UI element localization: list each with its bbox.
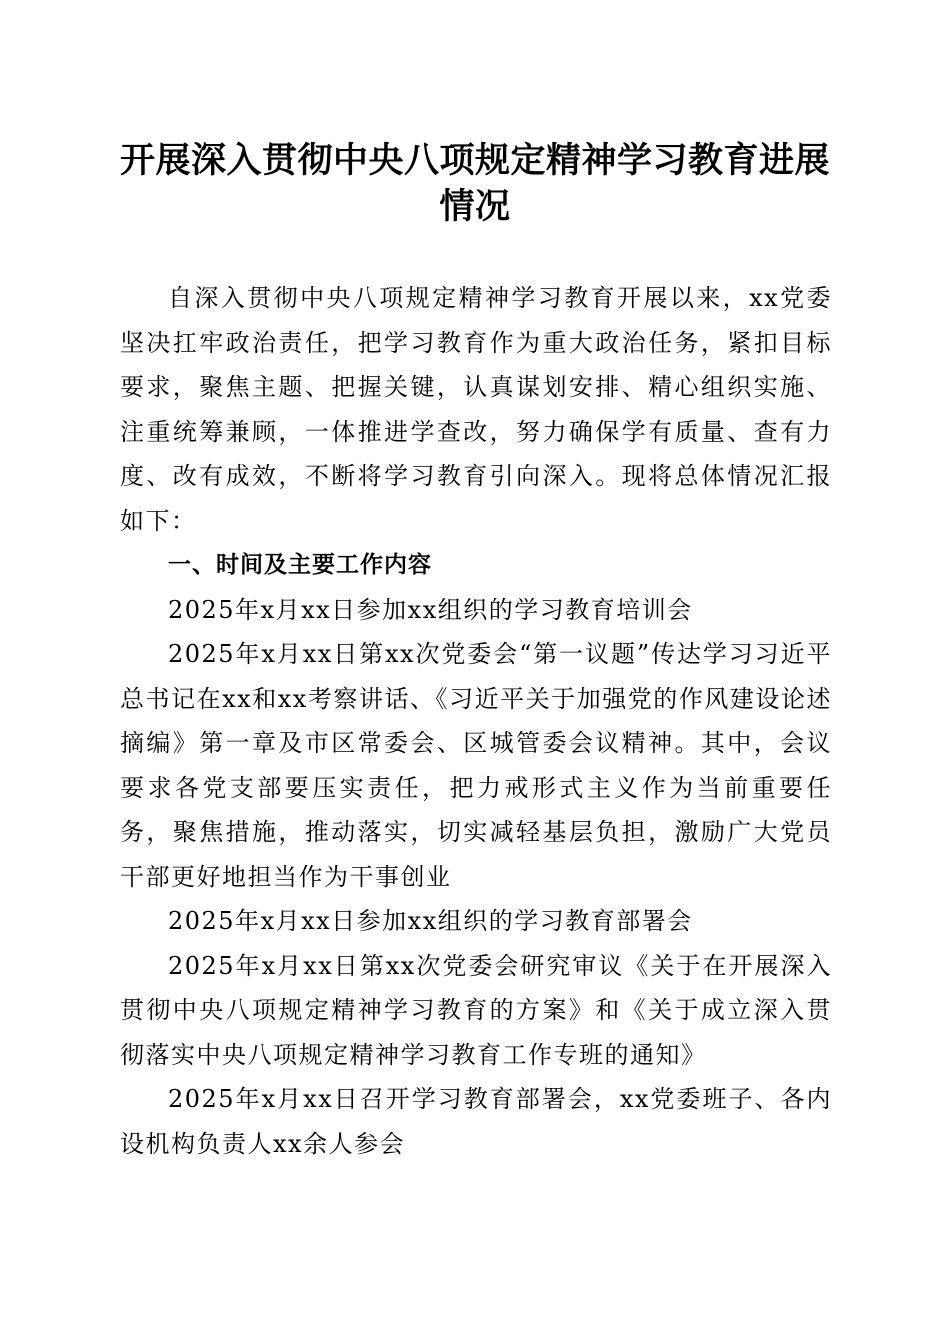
document-title-line1: 开展深入贯彻中央八项规定精神学习教育进展 bbox=[119, 140, 830, 181]
list-item: 2025年x月xx日参加xx组织的学习教育培训会 bbox=[168, 595, 693, 624]
document-title-line2: 情况 bbox=[439, 186, 511, 227]
section-heading: 一、时间及主要工作内容 bbox=[168, 552, 432, 578]
intro-paragraph: 自深入贯彻中央八项规定精神学习教育开展以来，xx党委坚决扛牢政治责任，把学习教育作为重大政治任务，紧扣目标要求，聚焦主题、把握关键，认真谋划安排、精心组织实施、注重统筹兼顾，一体推进学查改，努力确保学有质量、查有力度、改有成效，不断将学习教育引向深入。现将总体情况汇报如下： bbox=[120, 284, 832, 535]
list-item: 2025年x月xx日参加xx组织的学习教育部署会 bbox=[168, 907, 693, 935]
list-item: 2025年x月xx日第xx次党委会研究审议《关于在开展深入贯彻中央八项规定精神学习教育的方案》和《关于成立深入贯彻落实中央八项规定精神学习教育工作专班的通知》 bbox=[120, 951, 832, 1069]
document-body bbox=[120, 276, 832, 1166]
document-title bbox=[100, 138, 850, 230]
list-item: 2025年x月xx日召开学习教育部署会，xx党委班子、各内设机构负责人xx余人参会 bbox=[120, 1085, 832, 1158]
list-item: 2025年x月xx日第xx次党委会“第一议题”传达学习习近平总书记在xx和xx考察讲话、《习近平关于加强党的作风建设论述摘编》第一章及市区常委会、区城管委会议精神。其中，会议要求各党支部要压实责任，把力戒形式主义作为当前重要任务，聚焦措施，推动落实，切实减轻基层负担，激励广大党员干部更好地担当作为干事创业 bbox=[120, 640, 832, 891]
